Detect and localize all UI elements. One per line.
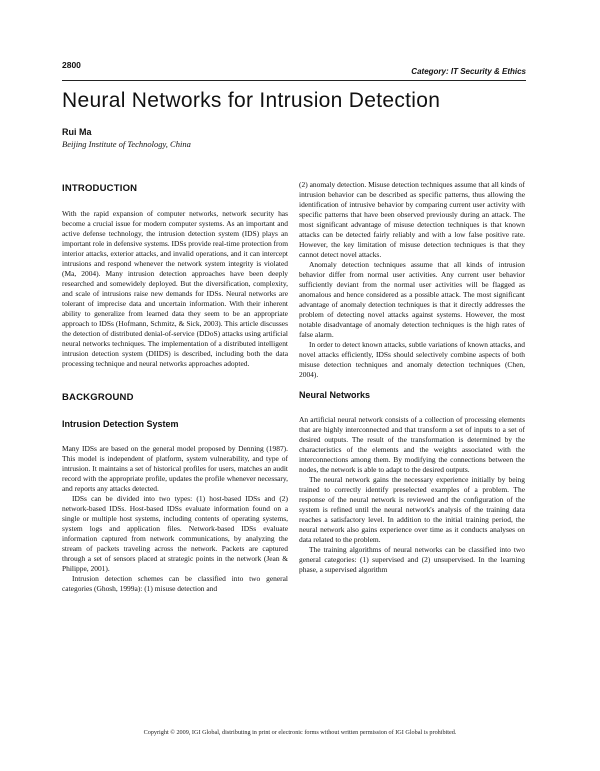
background-paragraph: IDSs can be divided into two types: (1) host-based IDSs and (2) network-based IDSs. Host-based IDSs evaluate information found on a single or multiple host systems, including contents of operating systems, system logs and application files. Network-based IDSs evaluate information captured from network communications, by analyzing the stream of packets traveling across the network. Packets are captured through a set of sensors placed at strategic points in the network (Jean & Philippe, 2001). xyxy=(62,494,288,573)
neural-networks-paragraph: The neural network gains the necessary experience initially by being trained to correctly identify preselected examples of a problem. The response of the neural network is reviewed and the configuration of the system is refined until the neural network's analysis of the training data reaches a satisfactory level. In addition to the initial training period, the neural network also gains experience over time as it conducts analyses on data related to the problem. xyxy=(299,475,525,544)
detection-paragraph: Anomaly detection techniques assume that all kinds of intrusion behavior differ from normal user activities. Any current user behavior sufficiently deviant from the normal user activities will be flagged as anomalous and hence considered as a possible attack. The most significant advantage of anomaly detection techniques is that it directly addresses the problem of detecting novel attacks against systems. However, the most notable disadvantage of anomaly detection techniques is the high rates of false alarm. xyxy=(299,260,525,339)
background-paragraph: Intrusion detection schemes can be classified into two general categories (Ghosh, 1999a): (1) misuse detection and xyxy=(62,574,288,593)
intrusion-detection-subheading: Intrusion Detection System xyxy=(62,419,179,429)
neural-networks-paragraph: The training algorithms of neural networks can be classified into two general categories: (1) supervised and (2) unsupervised. In the learning phase, a supervised algorithm xyxy=(299,545,525,574)
page-number: 2800 xyxy=(62,60,81,70)
copyright-footer: Copyright © 2009, IGI Global, distributing in print or electronic forms without written permission of IGI Global is prohibited. xyxy=(143,729,457,736)
paper-title: Neural Networks for Intrusion Detection xyxy=(62,89,441,112)
detection-paragraph: In order to detect known attacks, subtle variations of known attacks, and novel attacks efficiently, IDSs should selectively combine aspects of both misuse detection techniques and anomaly detection techniques (Chen, 2004). xyxy=(299,340,525,379)
right-column xyxy=(299,180,525,575)
author-affiliation: Beijing Institute of Technology, China xyxy=(62,139,191,149)
background-heading: BACKGROUND xyxy=(62,392,134,403)
neural-networks-subheading: Neural Networks xyxy=(299,390,371,400)
header-rule xyxy=(62,80,526,81)
background-paragraph: Many IDSs are based on the general model proposed by Denning (1987). This model is independent of platform, system vulnerability, and type of intrusion. It maintains a set of historical profiles for users, matches an audit record with the appropriate profile, updates the profile whenever necessary, and reports any attacks detected. xyxy=(62,444,288,493)
introduction-paragraph: With the rapid expansion of computer networks, network security has become a crucial issue for modern computer systems. As an important and active defense technology, the intrusion detection system (IDS) plays an important role in defensive systems. IDSs provide real-time protection from interior attacks, exterior attacks, and invalid operations, and it can intercept intrusions and respond whenever the network system integrity is violated (Ma, 2004). Many intrusion detection approaches have been deeply researched and somewidely deployed. But the diversification, complexity, and scale of intrusions raise new demands for IDSs. Neural networks are tolerant of imprecise data and uncertain information. With their inherent ability to generalize from learned data they seem to be an appropriate approach to IDSs (Hofmann, Schmitz, & Sick, 2003). This article discusses the detection of distributed denial-of-service (DDoS) attacks using artificial neural networks techniques. The implementation of a distributed intelligent intrusion detection system (DIIDS) is described, including both the data processing technique and neural networks approaches adopted. xyxy=(62,209,288,368)
author-name: Rui Ma xyxy=(62,127,92,137)
left-column xyxy=(62,180,288,594)
category-label: Category: IT Security & Ethics xyxy=(411,67,526,76)
introduction-heading: INTRODUCTION xyxy=(62,183,138,194)
neural-networks-paragraph: An artificial neural network consists of a collection of processing elements that are highly interconnected and that transform a set of inputs to a set of desired outputs. The result of the transformation is determined by the characteristics of the elements and the weights associated with the interconnections among them. By modifying the connections between the nodes, the network is able to adapt to the desired outputs. xyxy=(299,415,525,474)
detection-paragraph: (2) anomaly detection. Misuse detection techniques assume that all kinds of intrusion behavior can be described as specific patterns, thus allowing the identification of intrusive behavior by comparing current user activity with specific patterns that have been observed previously during an attack. The most significant advantage of misuse detection techniques is that known attacks can be detected fairly reliably and with a low false positive rate. However, the key limitation of misuse detection techniques is that they cannot detect novel attacks. xyxy=(299,180,525,259)
